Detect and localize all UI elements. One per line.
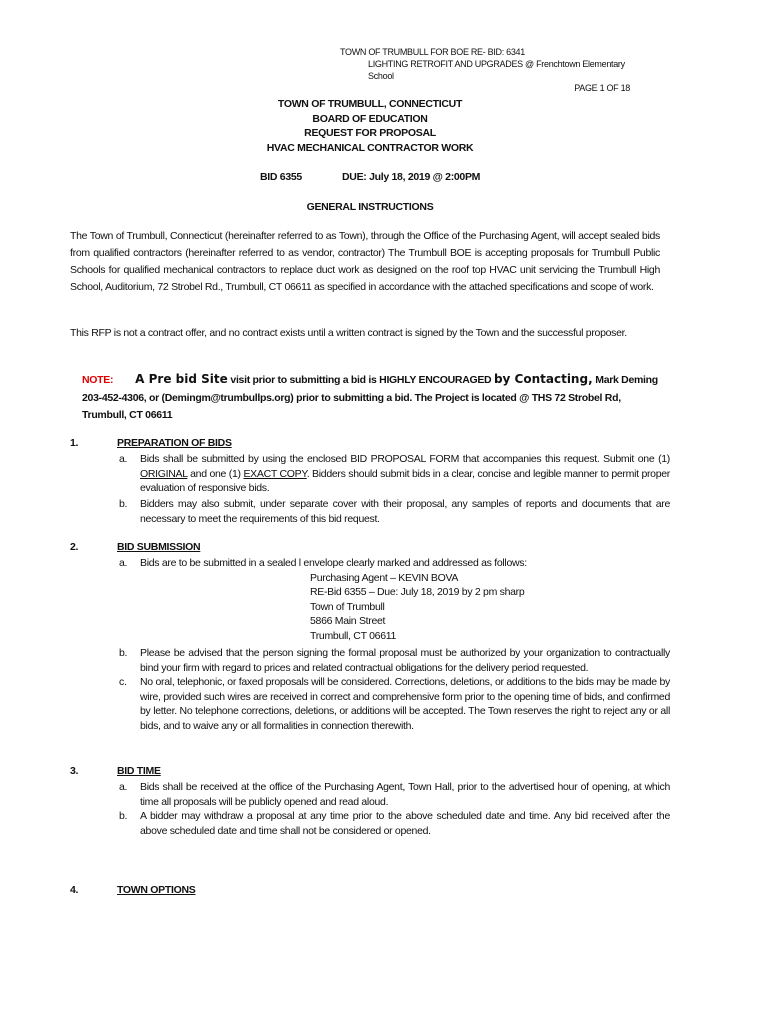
page-number: PAGE 1 OF 18 [574,83,630,93]
title-line: BOARD OF EDUCATION [312,112,428,125]
item-letter: b. [119,810,128,822]
item-letter: b. [119,498,128,510]
list-item [117,556,670,643]
list-item [117,780,670,809]
list-item [117,809,670,838]
item-text: Bidders may also submit, under separate cover with their proposal, any samples of reports and documents that are necessary to meet the requirements of this bid request. [140,498,670,525]
item-text: A bidder may withdraw a proposal at any time prior to the above scheduled date and time. Any bid received after the above scheduled date and time shall not be considered or opened. [140,810,670,837]
address-line: Purchasing Agent – KEVIN BOVA [310,571,459,584]
address-line: Town of Trumbull [310,600,385,613]
list-item [117,646,670,675]
section-heading: GENERAL INSTRUCTIONS [306,201,434,213]
note-label: NOTE: [82,374,114,386]
title-line: HVAC MECHANICAL CONTRACTOR WORK [266,141,474,154]
item-letter: a. [119,557,128,569]
section-title: BID SUBMISSION [117,541,201,553]
section-number: 1. [70,437,79,449]
item-text: ORIGINAL [140,467,188,480]
intro-paragraph: The Town of Trumbull, Connecticut (hereinafter referred to as Town), through the Office of the Purchasing Agent, will accept sealed bids from qualified contractors (hereinafter referred to as vendor, contractor) The Trumbull BOE is accepting proposals for Trumbull Public Schools for qualified mechanical contractors to replace duct work as designed on the roof top HVAC unit servicing the Trumbull High School, Auditorium, 72 Strobel Rd., Trumbull, CT 06611 as specified in accordance with the attached specifications and scope of work. [70,230,660,293]
title-line: REQUEST FOR PROPOSAL [304,127,436,139]
header-line: TOWN OF TRUMBULL FOR BOE RE- BID: 6341 [340,47,525,57]
title-line: TOWN OF TRUMBULL, CONNECTICUT [277,98,463,110]
address-line: 5866 Main Street [310,615,386,627]
section-title: PREPARATION OF BIDS [117,437,232,449]
note-emphasis: by Contacting, [493,372,593,386]
section-number: 3. [70,765,79,777]
document-title [0,97,740,155]
list-item [117,452,670,496]
item-text: Please be advised that the person signing the formal proposal must be authorized by your organization to contractually bind your firm with regard to prices and related contractual obligations for the delivery period requested. [140,647,670,674]
note-emphasis: A Pre bid Site [135,372,228,386]
item-text: EXACT COPY [243,467,307,480]
list-item [117,497,670,526]
rfp-note: This RFP is not a contract offer, and no contract exists until a written contract is signed by the Town and the successful proposer. [70,327,627,339]
section-title: BID TIME [117,765,161,777]
item-letter: a. [119,453,128,465]
address-line: RE-Bid 6355 – Due: July 18, 2019 by 2 pm sharp [310,586,525,598]
section-title: TOWN OPTIONS [117,884,196,896]
page-header [340,46,640,94]
list-item [117,675,670,733]
item-text: No oral, telephonic, or faxed proposals will be considered. Corrections, deletions, or additions to the bids may be made by wire, provided such wires are received in correct and comprehensive form prior to the opening time of bids, and confirmed by letter. No telephone corrections, deletions, or additions will be accepted. The Town reserves the right to reject any or all bids, and to waive any or all formalities in connection therewith. [140,676,670,732]
bid-number: BID 6355 [260,171,302,183]
item-text: . Bidders should submit bids in a clear, concise and legible manner to permit proper evaluation of responsive bids. [140,467,670,494]
section-number: 4. [70,884,79,896]
item-text: and one (1) [187,467,244,480]
item-text: Bids shall be received at the office of the Purchasing Agent, Town Hall, prior to the advertised hour of opening, at which time all proposals will be publicly opened and read aloud. [140,781,670,808]
mailing-address [310,571,670,644]
note-text: Mark Deming 203-452-4306, or (Demingm@trumbullps.org) prior to submitting a bid. The Project is located @ THS 72 Strobel Rd, Trumbull, CT 06611 [82,374,658,421]
note-text: visit prior to submitting a bid is HIGHLY ENCOURAGED [227,374,494,386]
section-number: 2. [70,541,79,553]
item-letter: b. [119,647,128,659]
item-letter: a. [119,781,128,793]
item-text: Bids are to be submitted in a sealed l envelope clearly marked and addressed as follows: [140,557,527,569]
item-letter: c. [119,676,127,688]
due-date: DUE: July 18, 2019 @ 2:00PM [342,171,481,183]
address-line: Trumbull, CT 06611 [310,629,397,642]
note-paragraph [82,371,662,425]
header-line: LIGHTING RETROFIT AND UPGRADES @ Frenchtown Elementary School [368,59,625,81]
item-text: Bids shall be submitted by using the enclosed BID PROPOSAL FORM that accompanies this request. Submit one (1) [140,453,670,465]
